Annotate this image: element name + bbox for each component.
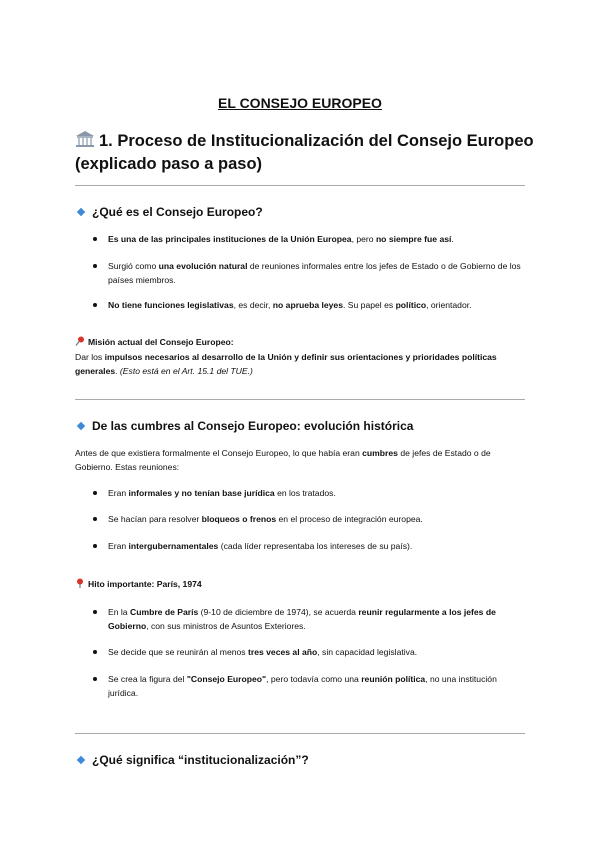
heading-institucionalizacion: ¿Qué significa “institucionalización”? [75,753,309,767]
round-pushpin-icon [75,578,85,588]
list-item: Se crea la figura del "Consejo Europeo", pero todavía como una reunión política, no una institución jurídica. [108,672,528,700]
classical-building-icon [75,130,95,148]
pushpin-icon [75,336,85,346]
mision-paragraph: Dar los impulsos necesarios al desarrollo de la Unión y definir sus orientaciones y prioridades políticas generales. (Esto está en el Art. 15.1 del TUE.) [75,352,497,376]
divider [75,399,525,400]
cumbres-intro: Antes de que existiera formalmente el Consejo Europeo, lo que había eran cumbres de jefes de Estado o de Gobierno. Estas reuniones: [75,448,491,472]
list-item: Es una de las principales instituciones de la Unión Europea, pero no siempre fue así. [108,232,528,246]
list-item: Eran informales y no tenían base jurídica en los tratados. [108,486,528,500]
blue-diamond-icon [77,208,85,216]
list-item: Se decide que se reunirán al menos tres veces al año, sin capacidad legislativa. [108,645,528,659]
hito-label: Hito importante: París, 1974 [75,578,202,589]
list-item: Se hacían para resolver bloqueos o frenos en el proceso de integración europea. [108,512,528,526]
blue-diamond-icon [77,422,85,430]
divider [75,733,525,734]
section-1-heading [75,130,535,176]
list-item: En la Cumbre de París (9-10 de diciembre de 1974), se acuerda reunir regularmente a los jefes de Gobierno, con sus ministros de Asuntos Exteriores. [108,605,528,633]
heading-cumbres: De las cumbres al Consejo Europeo: evolución histórica [75,419,413,433]
divider [75,185,525,186]
blue-diamond-icon [77,756,85,764]
document-title: EL CONSEJO EUROPEO [218,95,382,111]
mision-label: Misión actual del Consejo Europeo: [75,336,234,347]
heading-que-es: ¿Qué es el Consejo Europeo? [75,205,263,219]
list-item: Surgió como una evolución natural de reuniones informales entre los jefes de Estado o de Gobierno de los países miembros. [108,259,528,287]
list-item: Eran intergubernamentales (cada líder representaba los intereses de su país). [108,539,528,553]
section-1-title-line2: (explicado paso a paso) [75,155,263,173]
section-1-title-line1: 1. Proceso de Institucionalización del Consejo Europeo [99,132,534,150]
list-item: No tiene funciones legislativas, es decir, no aprueba leyes. Su papel es político, orientador. [108,298,528,312]
